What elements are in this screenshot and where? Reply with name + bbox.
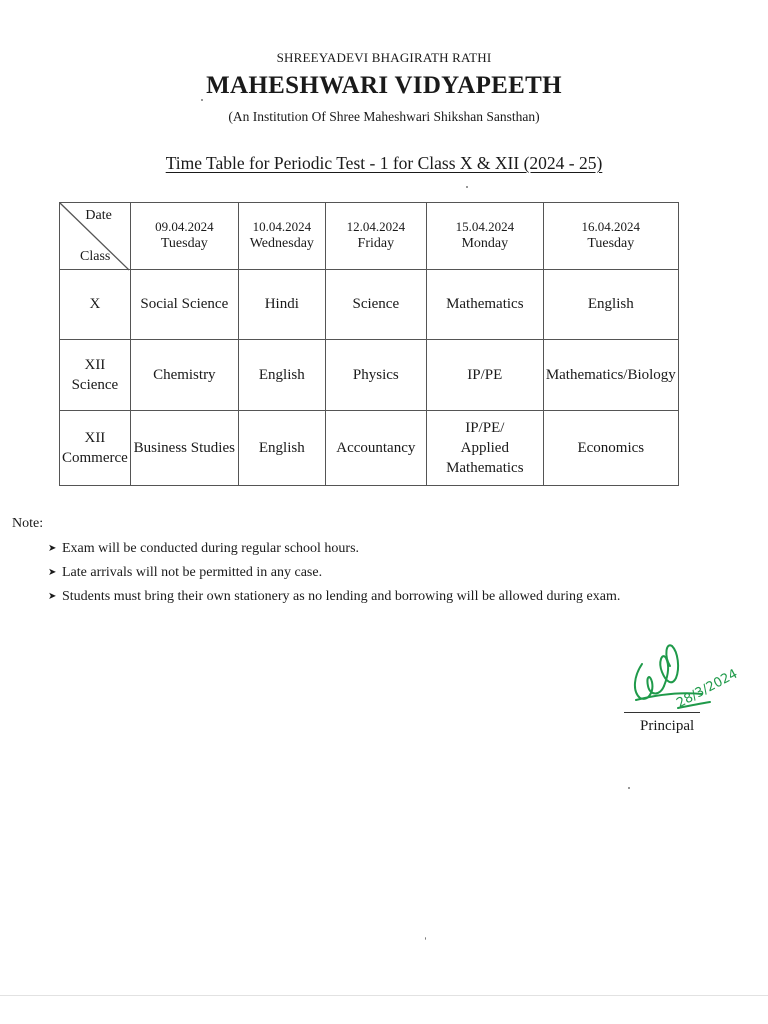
bullet-arrow-icon: ➤ xyxy=(48,591,57,602)
subject-cell: English xyxy=(238,411,325,486)
class-cell xyxy=(60,340,131,411)
subject-cell: Physics xyxy=(325,340,426,411)
header-day: Tuesday xyxy=(160,236,208,252)
subject-cell: Economics xyxy=(543,411,678,486)
timetable xyxy=(59,202,679,486)
header-date: 15.04.2024 xyxy=(455,218,515,234)
date-axis-label: Date xyxy=(85,208,112,223)
subject-cell: Business Studies xyxy=(130,411,238,486)
class-name: XII xyxy=(84,429,106,446)
subject-cell: Mathematics xyxy=(426,270,543,340)
header-date: 16.04.2024 xyxy=(581,218,641,234)
principal-title: Principal xyxy=(640,718,695,734)
note-label: Note: xyxy=(12,516,44,531)
scan-speck xyxy=(628,787,630,789)
principal-signature xyxy=(620,636,741,714)
class-cell xyxy=(60,411,131,486)
notes-list xyxy=(48,539,620,611)
scan-edge-line xyxy=(0,995,768,996)
institution-pretitle: SHREEYADEVI BHAGIRATH RATHI xyxy=(276,50,492,65)
date-header xyxy=(543,203,678,270)
scan-speck xyxy=(466,186,468,188)
table-row xyxy=(60,411,679,486)
class-axis-label: Class xyxy=(80,249,111,265)
subject-cell: Chemistry xyxy=(130,340,238,411)
header-date: 12.04.2024 xyxy=(346,218,406,234)
header-day: Monday xyxy=(461,236,509,252)
list-item xyxy=(48,563,620,587)
subject-cell: Accountancy xyxy=(325,411,426,486)
date-header xyxy=(130,203,238,270)
header-date: 09.04.2024 xyxy=(155,218,214,234)
class-stream: Science xyxy=(71,377,119,393)
bullet-arrow-icon: ➤ xyxy=(48,543,57,554)
timetable-header-row xyxy=(60,203,679,270)
school-name: MAHESHWARI VIDYAPEETH xyxy=(206,72,562,99)
header-day: Friday xyxy=(357,236,395,252)
header-date: 10.04.2024 xyxy=(252,218,312,234)
bullet-arrow-icon: ➤ xyxy=(48,567,57,578)
subject-cell: Hindi xyxy=(238,270,325,340)
corner-cell xyxy=(60,203,131,270)
subject-cell: IP/PE xyxy=(426,340,543,411)
signature-line xyxy=(624,712,700,713)
class-name: X xyxy=(89,296,101,313)
timetable-title xyxy=(0,153,768,174)
subject-cell: English xyxy=(238,340,325,411)
scan-speck xyxy=(425,937,426,940)
class-name: XII xyxy=(84,356,106,373)
date-header xyxy=(325,203,426,270)
class-cell xyxy=(60,270,131,340)
header-day: Wednesday xyxy=(249,236,314,252)
note-text: Students must bring their own stationery as no lending and borrowing will be allowed during exam. xyxy=(62,589,621,604)
list-item xyxy=(48,587,620,611)
timetable-title-text: Time Table for Periodic Test - 1 for Class X & XII (2024 - 25) xyxy=(165,153,603,173)
subject-cell: Science xyxy=(325,270,426,340)
note-text: Late arrivals will not be permitted in any case. xyxy=(62,565,323,580)
subject-cell: IP/PE/ Applied Mathematics xyxy=(426,411,543,486)
table-row xyxy=(60,340,679,411)
institution-subtitle: (An Institution Of Shree Maheshwari Shikshan Sansthan) xyxy=(228,109,540,124)
subject-cell: Social Science xyxy=(130,270,238,340)
list-item xyxy=(48,539,620,563)
class-stream: Commerce xyxy=(62,450,128,466)
date-header xyxy=(238,203,325,270)
scan-speck xyxy=(201,99,203,101)
table-row xyxy=(60,270,679,340)
note-text: Exam will be conducted during regular school hours. xyxy=(62,541,360,556)
signature-date: 28/3/2024 xyxy=(674,666,741,712)
date-header xyxy=(426,203,543,270)
header-day: Tuesday xyxy=(587,236,635,252)
subject-cell: Mathematics/Biology xyxy=(543,340,678,411)
subject-cell: English xyxy=(543,270,678,340)
